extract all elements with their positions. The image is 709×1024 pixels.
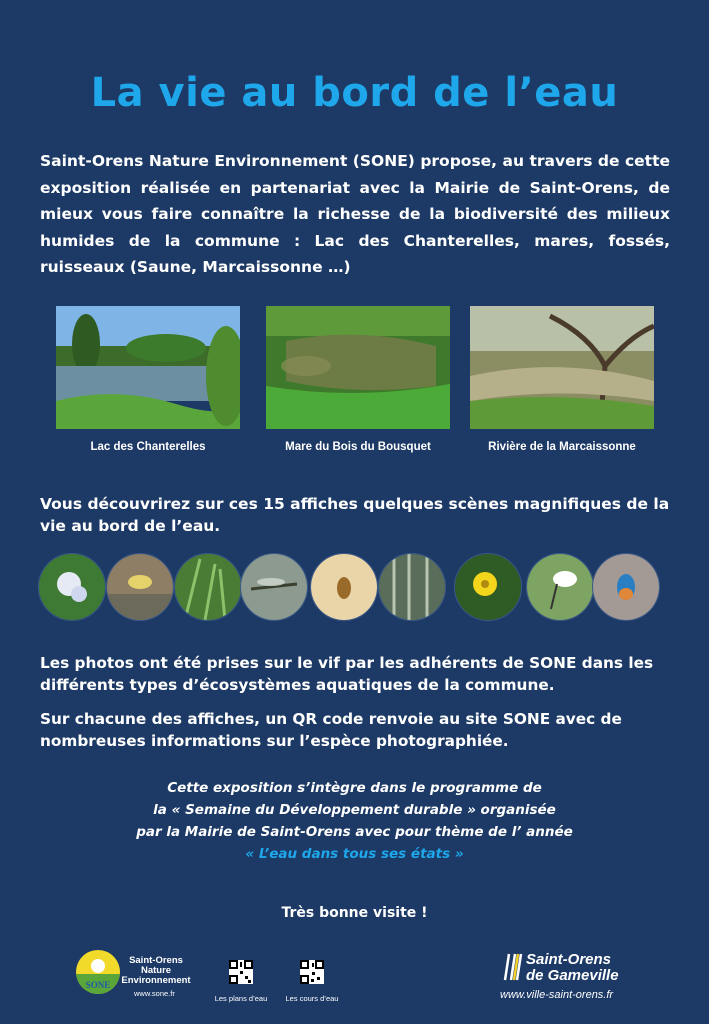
intro-paragraph: Saint-Orens Nature Environnement (SONE) propose, au travers de cette exposition réalisée en partenariat avec la Mairie de Saint-Orens, de mieux vous faire connaître la richesse de la biodiversité des milieux humides de la commune : Lac des Chanterelles, mares, fossés, ruisseaux (Saune, Marcaissonne …) [40,152,670,276]
thumbnail-egret [526,553,594,621]
program-line-1: Cette exposition s’intègre dans le programme de [167,780,542,796]
program-line-3: par la Mairie de Saint-Orens avec pour thème de l’ année [136,824,573,840]
photo-lac-chanterelles [56,306,240,429]
thumbnail-kingfisher [592,553,660,621]
caption-mare-bois-bousquet: Mare du Bois du Bousquet [285,441,431,453]
sone-name-line-3: Environnement [121,975,191,986]
qr-paragraph: Sur chacune des affiches, un QR code renvoie au site SONE avec de nombreuses informations sur l’espèce photographiée. [40,710,622,750]
page-title: La vie au bord de l’eau [90,70,619,116]
photo-riviere-marcaissonne [470,306,654,429]
program-note [0,777,709,865]
qr-code-cours-eau[interactable] [300,960,324,984]
sone-logo [76,950,120,994]
sone-name-line-1: Saint-Orens [129,955,183,966]
visit-message: Très bonne visite ! [281,905,428,921]
thumbnail-reeds [174,553,242,621]
thumbnail-yellow-flower [454,553,522,621]
qr-code-plans-eau[interactable] [229,960,253,984]
thumbnail-flower [38,553,106,621]
photos-paragraph: Les photos ont été prises sur le vif par les adhérents de SONE dans les différents types d’écosystèmes aquatiques de la commune. [40,654,654,694]
photo-mare-bois-bousquet [266,306,450,429]
caption-riviere-marcaissonne: Rivière de la Marcaissonne [488,441,636,453]
sone-name-line-2: Nature [140,965,172,976]
program-theme: « L’eau dans tous ses états » [245,846,464,862]
qr-label-cours-eau: Les cours d’eau [285,994,339,1003]
thumbnail-insect [310,553,378,621]
sone-url[interactable]: www.sone.fr [134,989,175,998]
town-url[interactable]: www.ville-saint-orens.fr [500,989,614,1001]
qr-label-plans-eau: Les plans d’eau [214,994,268,1003]
thumbnail-dragonfly [240,553,308,621]
sone-name [120,956,192,986]
caption-lac-chanterelles: Lac des Chanterelles [90,441,206,453]
discover-paragraph: Vous découvrirez sur ces 15 affiches quelques scènes magnifiques de la vie au bord de l’eau. [40,495,670,535]
program-line-2: la « Semaine du Développement durable » organisée [153,802,556,818]
town-name [526,952,656,984]
town-name-line-1: Saint-Orens [526,951,612,968]
sone-logo-text: SONE [85,980,111,990]
thumbnail-bird-water [106,553,174,621]
town-logo-mark [501,953,525,981]
thumbnail-pond-stems [378,553,446,621]
town-name-line-2: de Gameville [526,967,619,984]
